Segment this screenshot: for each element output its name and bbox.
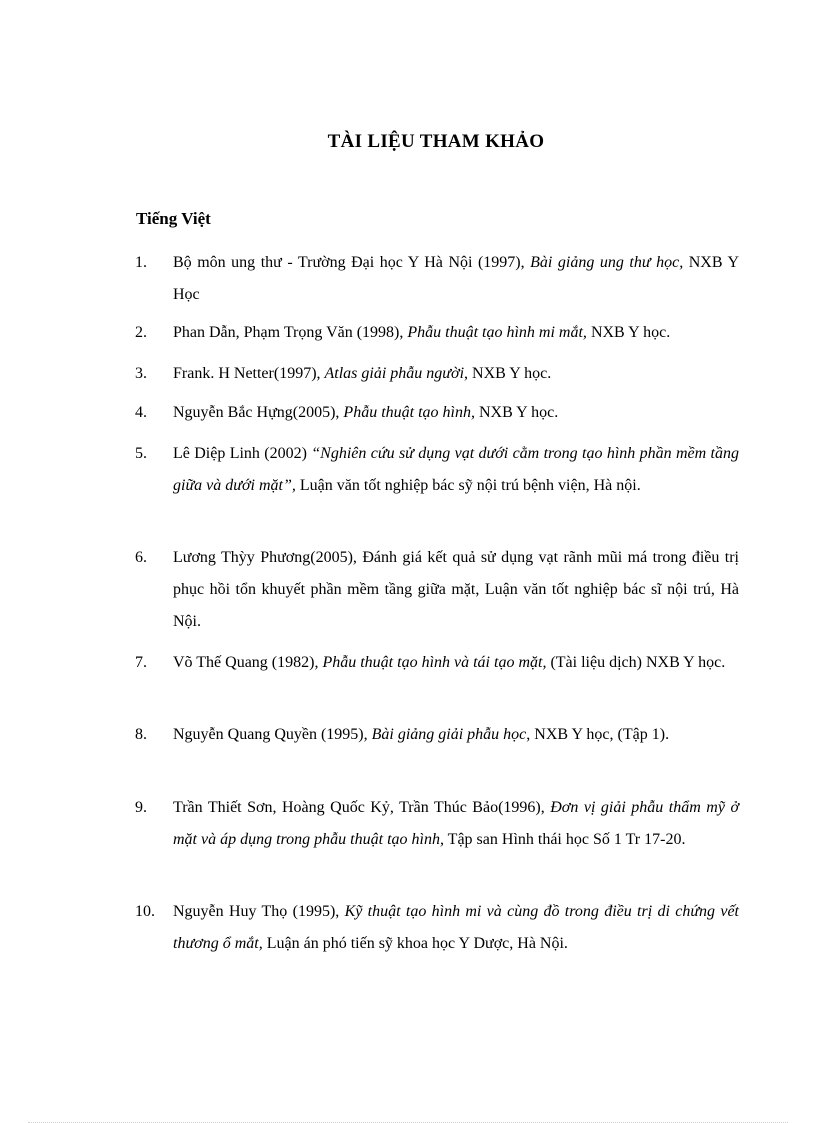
reference-number: 7. <box>135 654 147 671</box>
reference-item <box>135 247 739 311</box>
reference-item <box>135 397 739 429</box>
reference-item <box>135 719 739 751</box>
reference-item <box>135 896 739 960</box>
reference-item <box>135 647 739 679</box>
reference-number: 4. <box>135 404 147 421</box>
reference-number: 3. <box>135 365 147 382</box>
reference-text: Nguyễn Bắc Hựng(2005), Phẫu thuật tạo hình, NXB Y học. <box>173 404 559 421</box>
reference-number: 2. <box>135 324 147 341</box>
page-title: TÀI LIỆU THAM KHẢO <box>327 131 545 152</box>
reference-number: 8. <box>135 726 147 743</box>
reference-number: 9. <box>135 799 147 816</box>
reference-number: 10. <box>135 903 155 920</box>
reference-text: Nguyễn Quang Quyền (1995), Bài giảng giải phẫu học, NXB Y học, (Tập 1). <box>173 726 670 743</box>
reference-text: Bộ môn ung thư - Trường Đại học Y Hà Nội (1997), Bài giảng ung thư học, NXB Y Học <box>173 254 739 303</box>
reference-item <box>135 317 739 349</box>
reference-number: 1. <box>135 254 147 271</box>
reference-number: 6. <box>135 549 147 566</box>
reference-item <box>135 542 739 638</box>
reference-text: Nguyễn Huy Thọ (1995), Kỹ thuật tạo hình mi và cùng đồ trong điều trị di chứng vết thương ổ mắt, Luận án phó tiến sỹ khoa học Y Dược, Hà Nội. <box>173 903 740 952</box>
reference-text: Lương Thỳy Phương(2005), Đánh giá kết quả sử dụng vạt rãnh mũi má trong điều trị phục hồi tổn khuyết phần mềm tầng giữa mặt, Luận văn tốt nghiệp bác sĩ nội trú, Hà Nội. <box>173 549 739 630</box>
reference-text: Trần Thiết Sơn, Hoàng Quốc Kỷ, Trần Thúc Bảo(1996), Đơn vị giải phẫu thẩm mỹ ở mặt và áp dụng trong phẫu thuật tạo hình, Tập san Hình thái học Số 1 Tr 17-20. <box>173 799 739 848</box>
reference-number: 5. <box>135 445 147 462</box>
reference-text: Lê Diệp Linh (2002) “Nghiên cứu sử dụng vạt dưới cằm trong tạo hình phần mềm tầng giữa và dưới mặt”, Luận văn tốt nghiệp bác sỹ nội trú bệnh viện, Hà nội. <box>173 445 739 494</box>
reference-item <box>135 358 739 390</box>
reference-item <box>135 438 739 502</box>
reference-text: Phan Dẫn, Phạm Trọng Văn (1998), Phẫu thuật tạo hình mi mắt, NXB Y học. <box>173 324 671 341</box>
section-heading: Tiếng Việt <box>136 209 211 228</box>
reference-text: Frank. H Netter(1997), Atlas giải phẫu người, NXB Y học. <box>173 365 552 382</box>
reference-item <box>135 792 739 856</box>
reference-text: Võ Thế Quang (1982), Phẫu thuật tạo hình và tái tạo mặt, (Tài liệu dịch) NXB Y học. <box>173 654 726 671</box>
